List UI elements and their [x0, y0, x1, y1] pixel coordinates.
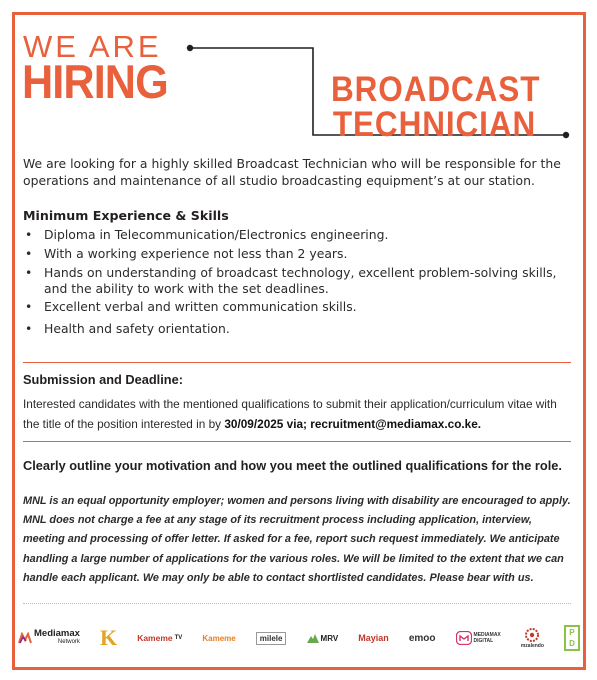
submission-text: [23, 394, 575, 434]
mayian-logo: Mayian: [358, 633, 389, 643]
pd-bottom: D: [569, 639, 575, 648]
list-item-text: With a working experience not less than 2 years.: [44, 246, 348, 261]
list-item: [23, 321, 575, 337]
emoo-logo: emoo: [408, 632, 436, 644]
mediamax-name: Mediamax: [34, 628, 80, 639]
divider: [23, 441, 571, 442]
milele-logo: milele: [256, 632, 287, 645]
divider-dotted: [23, 603, 571, 604]
list-item-text: Diploma in Telecommunication/Electronics engineering.: [44, 227, 389, 242]
bullet: •: [25, 321, 33, 336]
we-are-heading: WE ARE: [23, 29, 162, 64]
list-item-text: Hands on understanding of broadcast technology, excellent problem-solving skills, and the ability to work with the set deadlines.: [44, 265, 557, 296]
bullet: •: [25, 246, 33, 261]
partner-logos: [18, 618, 580, 658]
digital-name: MEDIAMAX: [473, 632, 501, 638]
meru-logo: [307, 633, 339, 643]
kameme-tv-suffix: TV: [174, 635, 183, 641]
meru-name: MRV: [320, 633, 339, 643]
deadline-email: 30/09/2025 via; recruitment@mediamax.co.ke.: [224, 417, 482, 431]
bullet: •: [25, 299, 33, 314]
people-daily-logo: [564, 625, 580, 651]
mzalendo-mark-icon: [525, 628, 539, 642]
mediamax-mark-icon: [18, 632, 32, 644]
kameme-tv-name: Kameme: [137, 633, 173, 643]
digital-mark-icon: [456, 631, 472, 645]
list-item: [23, 227, 575, 243]
mzalendo-logo: [521, 628, 544, 649]
bullet: •: [25, 227, 33, 242]
digital-sub: DIGITAL: [473, 638, 494, 644]
motivation-note: Clearly outline your motivation and how you meet the outlined qualifications for the role.: [23, 458, 562, 473]
mediamax-logo: [18, 629, 80, 647]
k24-logo: K: [100, 625, 118, 650]
list-item-text: Excellent verbal and written communication skills.: [44, 299, 357, 314]
job-title: [331, 70, 541, 144]
divider: [23, 362, 571, 363]
bullet: •: [25, 265, 33, 280]
kameme-tv-logo: [137, 633, 182, 643]
skills-list: [23, 227, 575, 340]
skills-heading: Minimum Experience & Skills: [23, 208, 229, 223]
mediamax-sub: Network: [57, 639, 80, 645]
list-item: [23, 299, 575, 315]
mountain-icon: [307, 633, 319, 643]
job-title-line2: TECHNICIAN: [332, 105, 537, 144]
kameme-fm-logo: Kameme: [202, 633, 236, 643]
hiring-heading: HIRING: [22, 55, 168, 108]
job-title-line1: BROADCAST: [331, 70, 541, 109]
mediamax-digital-logo: [456, 631, 501, 645]
disclaimer-text: MNL is an equal opportunity employer; women and persons living with disability are encouraged to apply. MNL does not charge a fee at any stage of its recruitment process including application, interview, meeting and processing of offer letter. If asked for a fee, report such request immediately. We anticipate handling a large number of applications for the various roles. We will be limited to the extent that we can handle each applicant. We may only be able to contact shortlisted candidates. Please bear with us.: [23, 495, 571, 584]
list-item-text: Health and safety orientation.: [44, 321, 230, 336]
mzalendo-name: mzalendo: [520, 642, 544, 649]
list-item: [23, 265, 575, 297]
pd-top: P: [569, 628, 575, 637]
list-item: [23, 246, 575, 262]
intro-paragraph: We are looking for a highly skilled Broadcast Technician who will be responsible for the operations and maintenance of all studio broadcasting equipment’s at our station.: [23, 156, 561, 188]
submission-heading: Submission and Deadline:: [23, 372, 183, 387]
submission-body: Interested candidates with the mentioned qualifications to submit their application/curriculum vitae with the title of the position interested in by: [23, 397, 557, 431]
